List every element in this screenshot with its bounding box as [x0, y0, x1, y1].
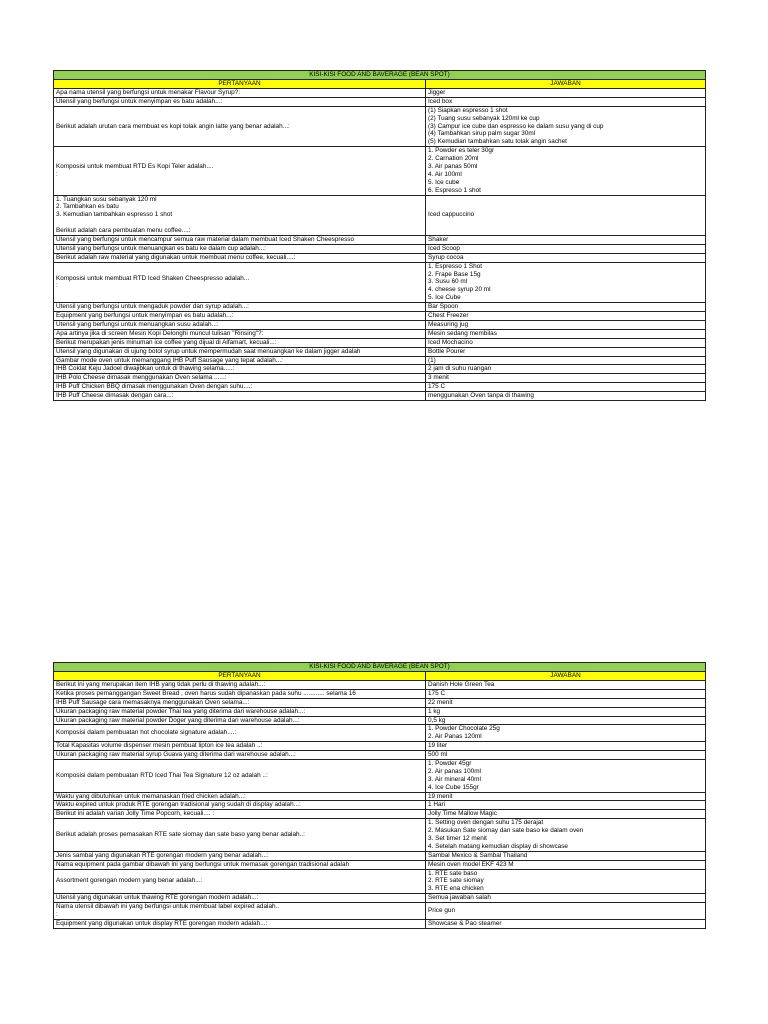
answer-cell	[426, 97, 706, 106]
table-row	[54, 760, 706, 793]
table-header-row	[54, 80, 706, 89]
answer-text: 175 C	[428, 689, 446, 697]
answer-cell	[426, 698, 706, 707]
question-cell	[54, 244, 426, 253]
question-cell	[54, 751, 426, 760]
answer-text: Showcase & Pao steamer	[428, 919, 502, 927]
question-cell	[54, 347, 426, 356]
answer-text: 175 C	[428, 383, 446, 391]
answer-cell	[426, 919, 706, 928]
answer-text: Mesin sedang membilas	[428, 329, 497, 337]
table-row	[54, 903, 706, 920]
table-row	[54, 725, 706, 742]
answer-text: 22 menit	[428, 698, 453, 706]
answer-text: 3 menit	[428, 374, 449, 382]
question-text: Nama equipment pada gambar dibawah ini yang berfungsi untuk memasak gorengan tradisional adalah	[56, 860, 350, 868]
table-row	[54, 338, 706, 347]
question-text: Berikut merupakan jenis minuman ice coffee yang dijual di Alfamart, kecuali...:	[56, 338, 277, 346]
answer-text: 2. Frape Base 15g	[428, 270, 481, 278]
table-row	[54, 810, 706, 819]
header-answer: JAWABAN	[426, 80, 706, 89]
answer-cell	[426, 760, 706, 793]
table-row	[54, 392, 706, 401]
answer-text: Jolly Time Mallow Magic	[428, 810, 497, 818]
table-row	[54, 320, 706, 329]
question-text: Ketika proses pemanggangan Sweet Bread , oven harus sudah dipanaskan pada suhu ............ selama 16	[56, 689, 356, 697]
answer-text: 2 jam di suhu ruangan	[428, 365, 492, 373]
answer-text: Syrup cocoa	[428, 253, 464, 261]
question-cell	[54, 819, 426, 852]
answer-text: Shaker	[428, 236, 449, 244]
question-text: Gambar mode oven untuk memanggang IHB Puff Sausage yang tepat adalah...:	[56, 356, 283, 364]
answer-text: 4. Ice Cube 155gr	[428, 783, 479, 791]
question-text: Nama utensil dibawah ini yang berfungsi untuk membuat label expired adalah..	[56, 903, 280, 911]
question-text: IHB Puff Chicken BBQ dimasak menggunakan Oven dengan suhu....:	[56, 383, 253, 391]
table-row	[54, 312, 706, 321]
answer-text: 5. Ice Cube	[428, 294, 461, 302]
table-title: KISI-KISI FOOD AND BAVERAGE (BEAN SPOT)	[54, 663, 706, 672]
answer-cell	[426, 356, 706, 365]
answer-text: 2. RTE sate siomay	[428, 877, 484, 885]
question-cell	[54, 851, 426, 860]
answer-text: 19 menit	[428, 792, 453, 800]
question-text: Total Kapasitas volume dispenser mesin pembuat lipton ice tea adalah ..:	[56, 742, 263, 750]
answer-cell	[426, 810, 706, 819]
table-row	[54, 244, 706, 253]
table-row	[54, 262, 706, 302]
question-text: Komposisi dalam pembuatan hot chocolate signature adalah....:	[56, 729, 237, 737]
answer-text: 4. Setelah matang kemudian display di showcase	[428, 842, 568, 850]
question-cell	[54, 262, 426, 302]
question-cell	[54, 903, 426, 920]
answer-text: Chest Freezer	[428, 312, 469, 320]
answer-text: 6. Espresso 1 shot	[428, 186, 481, 194]
question-cell	[54, 810, 426, 819]
question-cell	[54, 392, 426, 401]
question-cell	[54, 374, 426, 383]
table-row	[54, 147, 706, 195]
answer-text: Price gun	[428, 907, 455, 915]
question-cell	[54, 689, 426, 698]
answer-cell	[426, 392, 706, 401]
question-cell	[54, 894, 426, 903]
table-row	[54, 97, 706, 106]
question-text: IHB Puff Cheese dimasak dengan cara...:	[56, 392, 174, 400]
answer-text: (1) Siapkan espresso 1 shot	[428, 106, 508, 114]
answer-text: 2. Air panas 100ml	[428, 767, 481, 775]
question-text: Berikut adalah raw material yang digunakan untuk membuat menu coffee, kecuali....:	[56, 253, 296, 261]
table-row	[54, 374, 706, 383]
question-text: Berikut adalah cara pembuatan menu coffee....:	[56, 227, 191, 235]
table-row	[54, 106, 706, 146]
answer-text: 4. cheese syrup 20 ml	[428, 286, 491, 294]
answer-text: 2. Carnation 20ml	[428, 155, 479, 163]
table-row	[54, 303, 706, 312]
table-row	[54, 801, 706, 810]
question-cell	[54, 253, 426, 262]
answer-cell	[426, 716, 706, 725]
answer-text: 5. Ice cube	[428, 178, 460, 186]
answer-text: 3. Air panas 50ml	[428, 163, 478, 171]
answer-text: 1. Powder es teler 30gr	[428, 147, 495, 155]
question-cell	[54, 792, 426, 801]
question-text: Ukuran packaging raw material powder Thai tea yang diterima dari warehouse adalah...:	[56, 707, 306, 715]
table-row	[54, 253, 706, 262]
table-title-row	[54, 663, 706, 672]
question-text: :	[56, 170, 58, 178]
table-row	[54, 742, 706, 751]
answer-cell	[426, 707, 706, 716]
question-cell	[54, 707, 426, 716]
question-cell	[54, 329, 426, 338]
question-cell	[54, 742, 426, 751]
answer-text: 1 kg	[428, 707, 441, 715]
answer-text: menggunakan Oven tanpa di thawing	[428, 392, 534, 400]
question-cell	[54, 383, 426, 392]
question-text: :	[56, 911, 58, 919]
answer-cell	[426, 262, 706, 302]
question-cell	[54, 725, 426, 742]
question-text: Komposisi untuk membuat RTD Es Kopi Teler adalah....	[56, 163, 214, 171]
answer-cell	[426, 89, 706, 98]
table-row	[54, 365, 706, 374]
question-text: Ukuran packaging raw material syrup Guava yang diterima dari warehouse adalah...:	[56, 751, 296, 759]
question-text	[56, 219, 423, 227]
answer-text: 500 ml	[428, 751, 448, 759]
answer-text: Bottle Pourer	[428, 347, 466, 355]
question-cell	[54, 147, 426, 195]
question-cell	[54, 320, 426, 329]
question-text: :	[56, 282, 58, 290]
question-cell	[54, 89, 426, 98]
question-text: Waktu expired untuk produk RTE gorengan tradisional yang sudah di display adalah...:	[56, 801, 301, 809]
table-row	[54, 347, 706, 356]
question-cell	[54, 97, 426, 106]
table-row	[54, 851, 706, 860]
table-row	[54, 195, 706, 235]
question-text: Utensil yang berfungsi untuk mencampur semua raw material dalam membuat Iced Shaken Cheespresso	[56, 236, 355, 244]
answer-cell	[426, 365, 706, 374]
question-cell	[54, 869, 426, 894]
answer-text: 3. Set timer 12 menit	[428, 835, 487, 843]
answer-cell	[426, 681, 706, 690]
table-row	[54, 356, 706, 365]
answer-cell	[426, 383, 706, 392]
answer-cell	[426, 312, 706, 321]
table-title-row	[54, 71, 706, 80]
header-question: PERTANYAAN	[54, 80, 426, 89]
answer-text: Danish Hole Green Tea	[428, 681, 495, 688]
question-cell	[54, 801, 426, 810]
question-cell	[54, 698, 426, 707]
answer-text: 1. Powder Chocolate 25g	[428, 725, 500, 733]
question-text: IHB Puff Sausage cara memasaknya menggunakan Oven selama...:	[56, 698, 250, 706]
question-text: 3. Kemudian tambahkan espresso 1 shot	[56, 211, 173, 219]
table-row	[54, 751, 706, 760]
table-row	[54, 236, 706, 245]
answer-text: Mesin oven model EKF 423 M	[428, 860, 514, 868]
answer-text: 19 liter	[428, 742, 448, 750]
question-text: Utensil yang berfungsi untuk menuangkan es batu ke dalam cup adalah...:	[56, 244, 266, 252]
question-text: Utensil yang berfungsi untuk mengaduk powder dan syrup adalah...:	[56, 303, 249, 311]
answer-cell	[426, 303, 706, 312]
question-text: Waktu yang dibutuhkan untuk memanaskan fried chicken adalah...:	[56, 792, 246, 800]
table-row	[54, 819, 706, 852]
table-row	[54, 860, 706, 869]
table-row	[54, 689, 706, 698]
answer-cell	[426, 903, 706, 920]
answer-text: 3. Air mineral 40ml	[428, 775, 481, 783]
question-cell	[54, 303, 426, 312]
question-text: Berikut adalah urutan cara membuat es kopi tolak angin latte yang benar adalah...:	[56, 122, 290, 130]
quiz-table-1	[53, 70, 706, 401]
quiz-table-body	[54, 663, 706, 929]
quiz-table-2	[53, 662, 706, 929]
answer-text: 1. RTE sate baso	[428, 869, 478, 877]
answer-text: 1 Hari	[428, 801, 446, 809]
question-text: Ukuran packaging raw material powder Doger yang diterima dari warehouse adalah...:	[56, 716, 300, 724]
question-cell	[54, 338, 426, 347]
question-text: Utensil yang digunakan di ujung botol syrup untuk mempermudah saat menuangkan ke dalam jigger adalah	[56, 347, 361, 355]
table-row	[54, 329, 706, 338]
question-cell	[54, 919, 426, 928]
answer-text: (5) Kemudian tambahkan satu tolak angin sachet	[428, 138, 567, 146]
answer-text: Iced cappuccino	[428, 211, 475, 219]
answer-text: (3) Campur ice cube dan espresso ke dalam susu yang di cup	[428, 122, 604, 130]
answer-cell	[426, 374, 706, 383]
answer-cell	[426, 725, 706, 742]
answer-cell	[426, 106, 706, 146]
question-text: Assortment gorengan modern yang benar adalah...:	[56, 877, 203, 885]
question-text: IHB Polo Cheese dimasak menggunakan Oven selama ......:	[56, 374, 227, 382]
question-cell	[54, 365, 426, 374]
question-text: Komposisi dalam pembuatan RTD Iced Thai Tea Signature 12 oz adalah ..:	[56, 771, 268, 779]
answer-cell	[426, 751, 706, 760]
question-text: Komposisi untuk membuat RTD Iced Shaken Cheespresso adalah...	[56, 274, 250, 282]
table-row	[54, 894, 706, 903]
answer-text: 1. Setting oven dengan suhu 175 derajat	[428, 819, 544, 827]
question-cell	[54, 356, 426, 365]
answer-cell	[426, 819, 706, 852]
question-text: Utensil yang digunakan untuk thawing RTE gorengan modern adalah...:	[56, 894, 259, 902]
quiz-table-body	[54, 71, 706, 401]
answer-cell	[426, 347, 706, 356]
answer-text: 4. Air 100ml	[428, 170, 462, 178]
question-cell	[54, 760, 426, 793]
answer-text: (1)	[428, 356, 436, 364]
answer-text: Iced box	[428, 97, 453, 105]
answer-cell	[426, 792, 706, 801]
question-cell	[54, 716, 426, 725]
table-row	[54, 919, 706, 928]
answer-text: Iced Mochacino	[428, 338, 473, 346]
question-cell	[54, 681, 426, 690]
answer-cell	[426, 689, 706, 698]
answer-text: 3. Susu 60 ml	[428, 278, 468, 286]
answer-text: 1. Powder 45gr	[428, 760, 472, 768]
table-row	[54, 869, 706, 894]
answer-text: Iced Scoop	[428, 244, 460, 252]
question-cell	[54, 312, 426, 321]
question-cell	[54, 106, 426, 146]
question-text: 1. Tuangkan susu sebanyak 120 ml	[56, 195, 157, 203]
answer-cell	[426, 869, 706, 894]
table-header-row	[54, 672, 706, 681]
question-text: 2. Tambahkan es batu	[56, 203, 119, 211]
table-row	[54, 681, 706, 690]
answer-cell	[426, 253, 706, 262]
answer-text: Jigger	[428, 89, 446, 96]
answer-text: Sambal Mexico & Sambal Thailand	[428, 851, 528, 859]
answer-text: (4) Tambahkan sirup palm sugar 30ml	[428, 130, 536, 138]
question-text: IHB Coklat Keju Jadoel diwajibkan untuk di thawing selama.....:	[56, 365, 235, 373]
question-text: Utensil yang berfungsi untuk menyimpan es batu adalah...:	[56, 97, 223, 105]
answer-cell	[426, 195, 706, 235]
table-row	[54, 716, 706, 725]
question-text: Berikut adalah proses pemasakan RTE sate siomay dan sate baso yang benar adalah..:	[56, 831, 305, 839]
question-text: Berikut ini yang merupakan item IHB yang tidak perlu di thawing adalah...:	[56, 681, 266, 688]
question-text: Apa nama utensil yang berfungsi untuk menakar Flavour Syrup?:	[56, 89, 241, 96]
answer-text: 0,5 kg	[428, 716, 446, 724]
answer-text: Measuring jug	[428, 320, 469, 328]
question-cell	[54, 195, 426, 235]
question-cell	[54, 236, 426, 245]
question-text: Jenis sambal yang digunakan RTE gorengan modern yang benar adalah...:	[56, 851, 269, 859]
table-row	[54, 698, 706, 707]
header-answer: JAWABAN	[426, 672, 706, 681]
answer-text: (2) Tuang susu sebanyak 120ml ke cup	[428, 114, 540, 122]
answer-text: Semua jawaban salah	[428, 894, 491, 902]
answer-text: Bar Spoon	[428, 303, 459, 311]
question-text: Equipment yang digunakan untuk display RTE gorengan modern adalah...:	[56, 919, 268, 927]
answer-cell	[426, 801, 706, 810]
header-question: PERTANYAAN	[54, 672, 426, 681]
table-row	[54, 792, 706, 801]
answer-cell	[426, 742, 706, 751]
table-row	[54, 383, 706, 392]
answer-cell	[426, 851, 706, 860]
answer-cell	[426, 244, 706, 253]
answer-text: 2. Air Panas 120ml	[428, 733, 482, 741]
question-text: Utensil yang berfungsi untuk menuangkan susu adalah...:	[56, 320, 219, 328]
answer-text: 3. RTE ena chicken	[428, 885, 484, 893]
answer-cell	[426, 894, 706, 903]
table-row	[54, 89, 706, 98]
answer-cell	[426, 147, 706, 195]
answer-cell	[426, 860, 706, 869]
answer-text: 1. Espresso 1 Shot	[428, 262, 482, 270]
answer-cell	[426, 320, 706, 329]
answer-cell	[426, 236, 706, 245]
question-text: Equipment yang berfungsi untuk menyimpan es batu adalah...:	[56, 312, 234, 320]
question-text: Berikut ini adalah varian Jolly Time Popcorn, kecuali.... :	[56, 810, 215, 818]
question-cell	[54, 860, 426, 869]
question-text: Apa artinya jika di screen Mesin Kopi Delonghi muncul tulisan "Rinsing"?:	[56, 329, 264, 337]
answer-text: 2. Masukan Sate siomay dan sate baso ke dalam oven	[428, 827, 584, 835]
table-row	[54, 707, 706, 716]
answer-cell	[426, 338, 706, 347]
answer-cell	[426, 329, 706, 338]
table-title: KISI-KISI FOOD AND BAVERAGE (BEAN SPOT)	[54, 71, 706, 80]
